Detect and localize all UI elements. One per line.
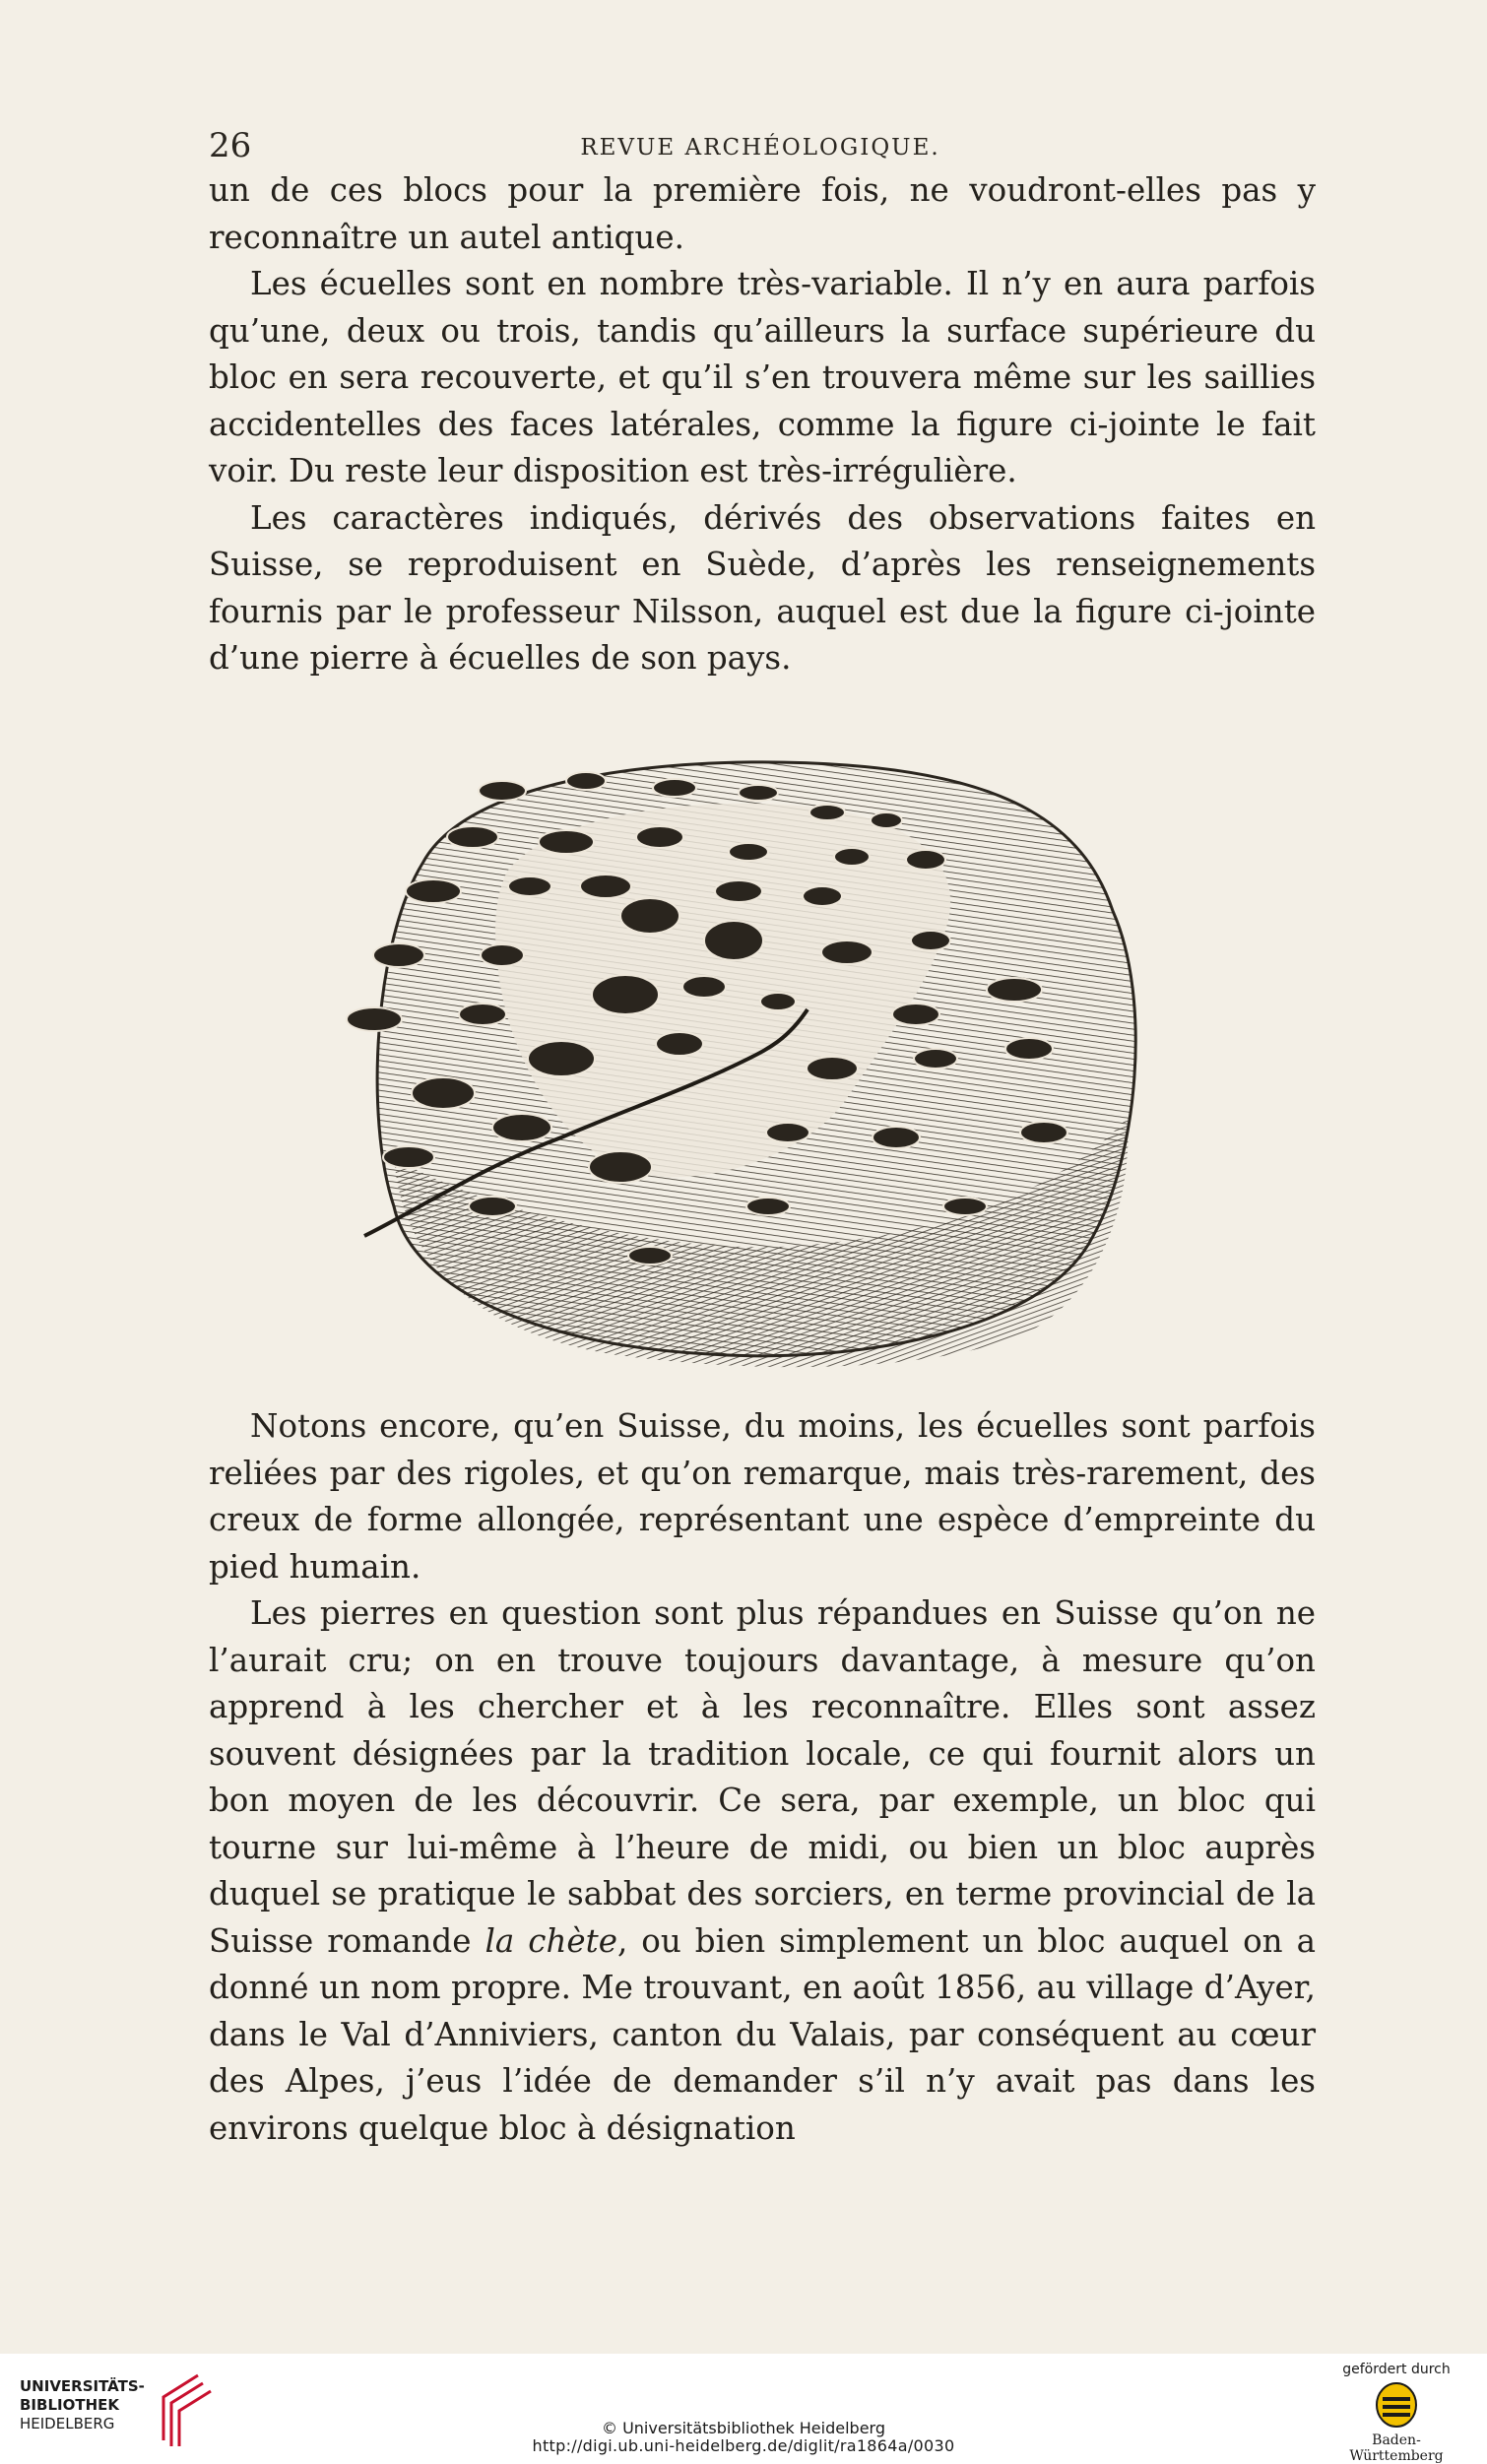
- funder-block: [1327, 2362, 1465, 2464]
- footer: [0, 2354, 1487, 2464]
- page-header: [209, 124, 1312, 167]
- text-run: Les pierres en question sont plus répandues en Suisse qu’on ne l’aurait cru; on en trouve toujours davantage, à mesure qu’on apprend à les chercher et à les reconnaître. Elles sont assez souvent désignées par la tradition locale, ce qui fournit alors un bon moyen de les découvrir. Ce sera, par exemple, un bloc qui tourne sur lui-même à l’heure de midi, ou bien un bloc auprès duquel se pratique le sabbat des sorciers, en terme provincial de la Suisse romande: [209, 1594, 1316, 1960]
- cup-stone-engraving: [335, 744, 1182, 1389]
- page-number: 26: [209, 126, 252, 165]
- text-block-top: [209, 167, 1316, 682]
- baden-wuerttemberg-crest-icon: [1375, 2381, 1418, 2429]
- text-run: , ou bien simplement un bloc auquel on a donné un nom propre. Me trouvant, en août 1856, au village d’Ayer, dans le Val d’Anniviers, canton du Valais, par conséquent au cœur des Alpes, j’eus l’idée de demander s’il n’y avait pas dans les environs quelque bloc à désignation: [209, 1921, 1316, 2147]
- funder-name: Baden-Württemberg: [1349, 2432, 1444, 2464]
- copyright-notice: © Universitätsbibliothek Heidelberg: [601, 2419, 885, 2437]
- text-block-bottom: [209, 1403, 1316, 2152]
- paragraph: Notons encore, qu’en Suisse, du moins, les écuelles sont parfois reliées par des rigoles, et qu’on remarque, mais très-rarement, des creux de forme allongée, représentant une espèce d’empreinte du pied humain.: [209, 1407, 1316, 1586]
- paragraph: Les caractères indiqués, dérivés des observations faites en Suisse, se reproduisent en Suède, d’après les renseignements fournis par le professeur Nilsson, auquel est due la figure ci-jointe d’une pierre à écuelles de son pays.: [209, 498, 1316, 677]
- library-name-line-2: BIBLIOTHEK: [20, 2396, 119, 2414]
- permalink-url[interactable]: http://digi.ub.uni-heidelberg.de/diglit/ra1864a/0030: [532, 2436, 955, 2455]
- library-name-line-3: HEIDELBERG: [20, 2415, 115, 2432]
- paragraph: Les écuelles sont en nombre très-variable. Il n’y en aura parfois qu’une, deux ou trois, tandis qu’ailleurs la surface supérieure du bloc en sera recouverte, et qu’il s’en trouvera même sur les saillies accidentelles des faces latérales, comme la figure ci-jointe le fait voir. Du reste leur disposition est très-irrégulière.: [209, 265, 1316, 489]
- paragraph: [209, 1590, 1316, 2152]
- paragraph: un de ces blocs pour la première fois, ne voudront-elles pas y reconnaître un autel antique.: [209, 171, 1316, 256]
- funded-by-label: gefördert durch: [1342, 2362, 1451, 2377]
- library-name-line-1: UNIVERSITÄTS-: [20, 2377, 145, 2395]
- running-title: REVUE ARCHÉOLOGIQUE.: [580, 135, 940, 161]
- italic-term: la chète: [485, 1921, 617, 1960]
